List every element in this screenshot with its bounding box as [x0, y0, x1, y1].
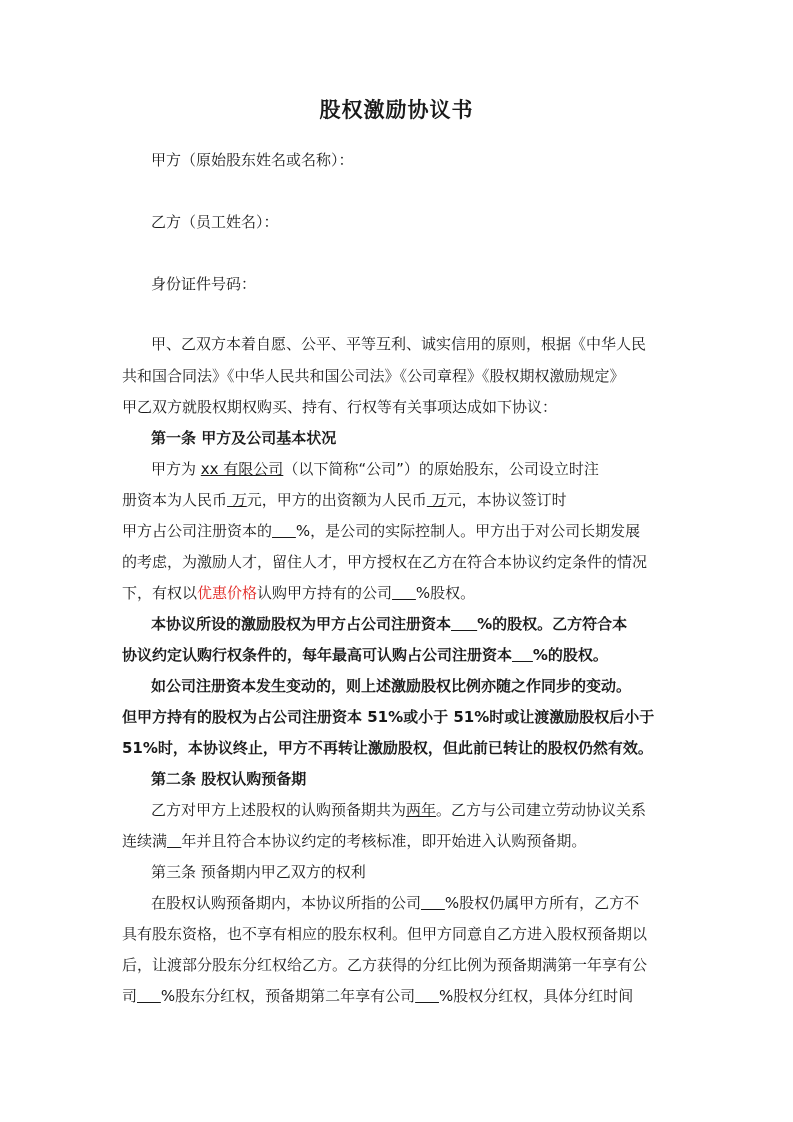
text: 元，本协议签订时 — [446, 491, 567, 509]
percent-blank — [392, 584, 416, 602]
document-title: 股权激励协议书 — [319, 98, 474, 122]
company-name-blank: xx 有限公司 — [200, 460, 284, 478]
article-3-heading: 第三条 预备期内甲乙双方的权利 — [151, 863, 366, 881]
article-3-line: 后，让渡部分股东分红权给乙方。乙方获得的分红比例为预备期满第一年享有公 — [122, 956, 648, 974]
party-a-label: 甲方（原始股东姓名或名称）： — [151, 151, 354, 169]
text: 乙方对甲方上述股权的认购预备期共为 — [151, 801, 407, 819]
percent-blank — [415, 987, 439, 1005]
preamble-line: 甲乙双方就股权期权购买、持有、行权等有关事项达成如下协议： — [122, 398, 558, 416]
text: 协议约定认购行权条件的，每年最高可认购占公司注册资本 — [122, 646, 513, 664]
party-b-label: 乙方（员工姓名）： — [151, 213, 279, 231]
id-number-label: 身份证件号码： — [151, 275, 257, 293]
article-3-line — [122, 986, 682, 1006]
text: %股权仍属甲方所有，乙方不 — [444, 894, 640, 912]
article-1-heading: 第一条 甲方及公司基本状况 — [151, 429, 337, 447]
article-1-bold-line — [122, 645, 682, 665]
preamble-line: 共和国合同法》《中华人民共和国公司法》《公司章程》《股权期权激励规定》 — [122, 367, 625, 385]
text: 册资本为人民币 — [122, 491, 228, 509]
article-1-bold-line: 如公司注册资本发生变动的，则上述激励股权比例亦随之作同步的变动。 — [151, 677, 632, 695]
article-3-line: 具有股东资格，也不享有相应的股东权利。但甲方同意自乙方进入股权预备期以 — [122, 925, 648, 943]
article-1-line: 的考虑，为激励人才，留住人才，甲方授权在乙方在符合本协议约定条件的情况 — [122, 553, 648, 571]
percent-blank — [512, 646, 533, 664]
article-2-line — [151, 800, 711, 820]
article-1-line — [122, 490, 682, 510]
article-1-line — [122, 521, 682, 541]
text: 在股权认购预备期内，本协议所指的公司 — [151, 894, 422, 912]
article-2-line — [122, 831, 682, 851]
text: 司 — [122, 987, 138, 1005]
text: 甲方为 — [151, 460, 201, 478]
preamble-line: 甲、乙双方本着自愿、公平、平等互利、诚实信用的原则，根据《中华人民 — [151, 335, 647, 353]
percent-blank — [137, 987, 161, 1005]
text: 甲方占公司注册资本的 — [122, 522, 273, 540]
article-1-line — [151, 459, 711, 479]
percent-blank — [272, 522, 296, 540]
article-1-line — [122, 583, 682, 603]
capital-blank: 万 — [227, 491, 247, 509]
text: %股东分红权，预备期第二年享有公司 — [160, 987, 416, 1005]
percent-blank — [421, 894, 445, 912]
years-blank — [167, 832, 181, 850]
highlighted-term: 优惠价格 — [197, 584, 258, 602]
text: 。乙方与公司建立劳动协议关系 — [436, 801, 647, 819]
article-2-heading: 第二条 股权认购预备期 — [151, 770, 307, 788]
contribution-blank: 万 — [426, 491, 447, 509]
text: %股权。 — [415, 584, 476, 602]
text: %的股权。 — [532, 646, 608, 664]
text: 年并且符合本协议约定的考核标准，即开始进入认购预备期。 — [181, 832, 587, 850]
article-1-bold-line: 但甲方持有的股权为占公司注册资本 51%或小于 51%时或让渡激励股权后小于 — [122, 708, 655, 726]
percent-blank — [451, 615, 477, 633]
text: （以下简称“公司”）的原始股东，公司设立时注 — [283, 460, 599, 478]
text: 下，有权以 — [122, 584, 198, 602]
period-term: 两年 — [406, 801, 437, 819]
article-3-line — [151, 893, 711, 913]
text: %股权分红权，具体分红时间 — [438, 987, 634, 1005]
text: 元，甲方的出资额为人民币 — [246, 491, 427, 509]
text: 本协议所设的激励股权为甲方占公司注册资本 — [151, 615, 452, 633]
text: 认购甲方持有的公司 — [257, 584, 393, 602]
text: 连续满 — [122, 832, 168, 850]
text: %，是公司的实际控制人。甲方出于对公司长期发展 — [295, 522, 641, 540]
text: %的股权。乙方符合本 — [477, 615, 628, 633]
article-1-bold-line — [151, 614, 711, 634]
article-1-bold-line: 51%时，本协议终止，甲方不再转让激励股权，但此前已转让的股权仍然有效。 — [122, 739, 653, 757]
